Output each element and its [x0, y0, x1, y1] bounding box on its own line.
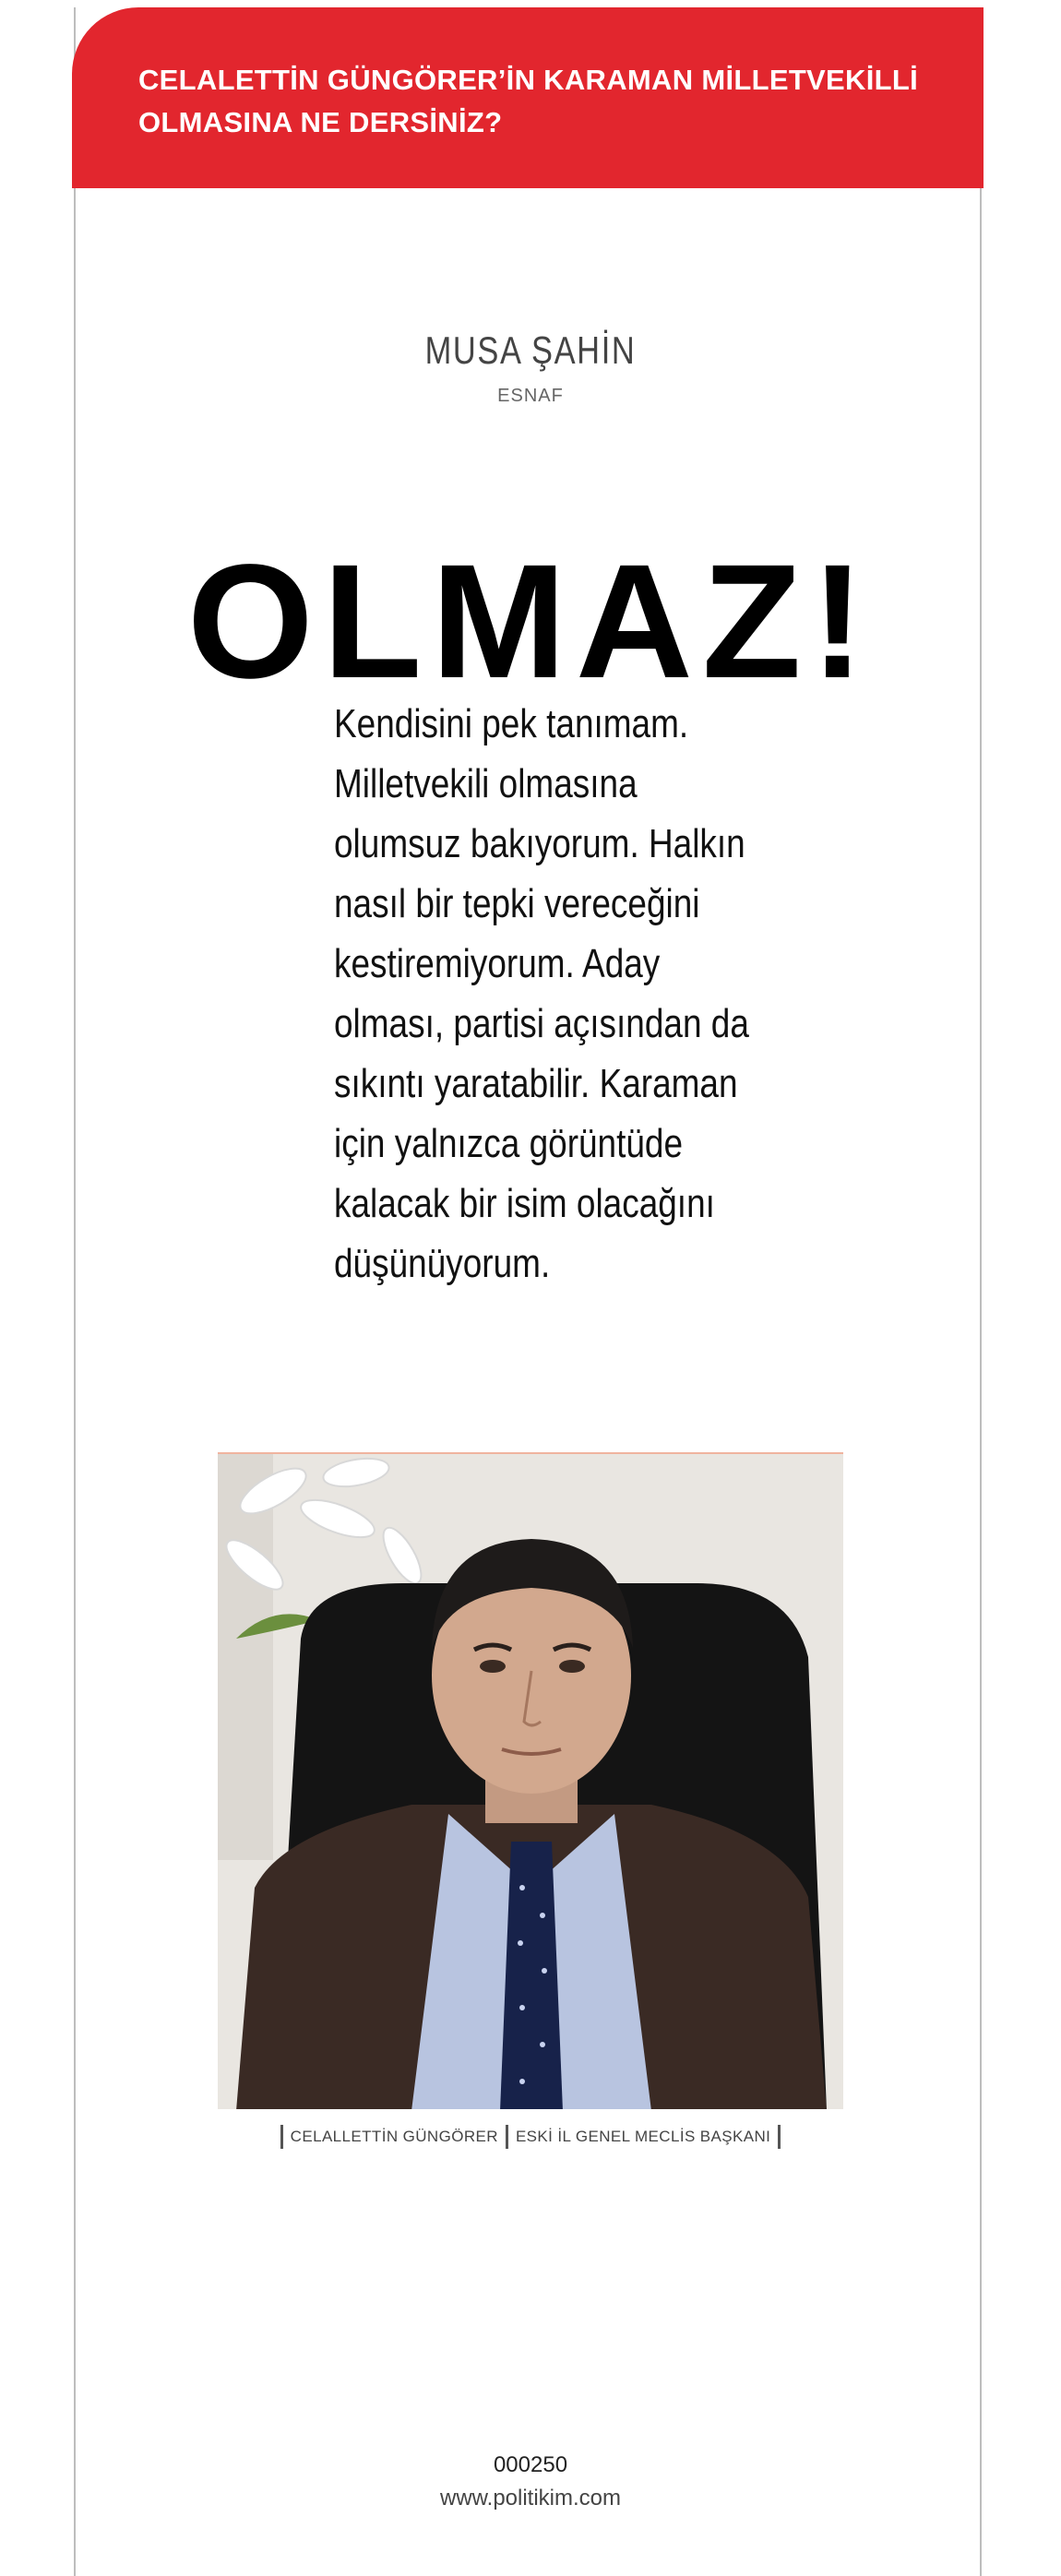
- page-code: 000250: [493, 2452, 568, 2477]
- portrait-photo: [218, 1452, 843, 2109]
- question-title: CELALETTİN GÜNGÖRER’İN KARAMAN MİLLETVEKİLLİ OLMASINA NE DERSİNİZ?: [138, 64, 918, 138]
- respondent-role: ESNAF: [497, 386, 564, 406]
- question-banner: [72, 7, 984, 188]
- caption-name: CELALLETTİN GÜNGÖRER: [290, 2128, 498, 2145]
- caption-divider: [280, 2125, 283, 2149]
- answer-text: Kendisini pek tanımam. Milletvekili olmasına olumsuz bakıyorum. Halkın nasıl bir tepki vereceğini kestiremiyorum. Aday olması, partisi açısından da sıkıntı yaratabilir. Karaman için yalnızca görüntüde kalacak bir isim olacağını düşünüyorum.: [334, 701, 749, 1286]
- photo-caption: [0, 2125, 1061, 2149]
- portrait-illustration: [218, 1454, 843, 2109]
- caption-divider: [506, 2125, 508, 2149]
- caption-divider: [778, 2125, 781, 2149]
- respondent-name: MUSA ŞAHİN: [424, 328, 637, 372]
- website-link[interactable]: www.politikim.com: [439, 2486, 622, 2510]
- verdict-headline: OLMAZ!: [186, 531, 875, 712]
- caption-title: ESKİ İL GENEL MECLİS BAŞKANI: [515, 2128, 771, 2145]
